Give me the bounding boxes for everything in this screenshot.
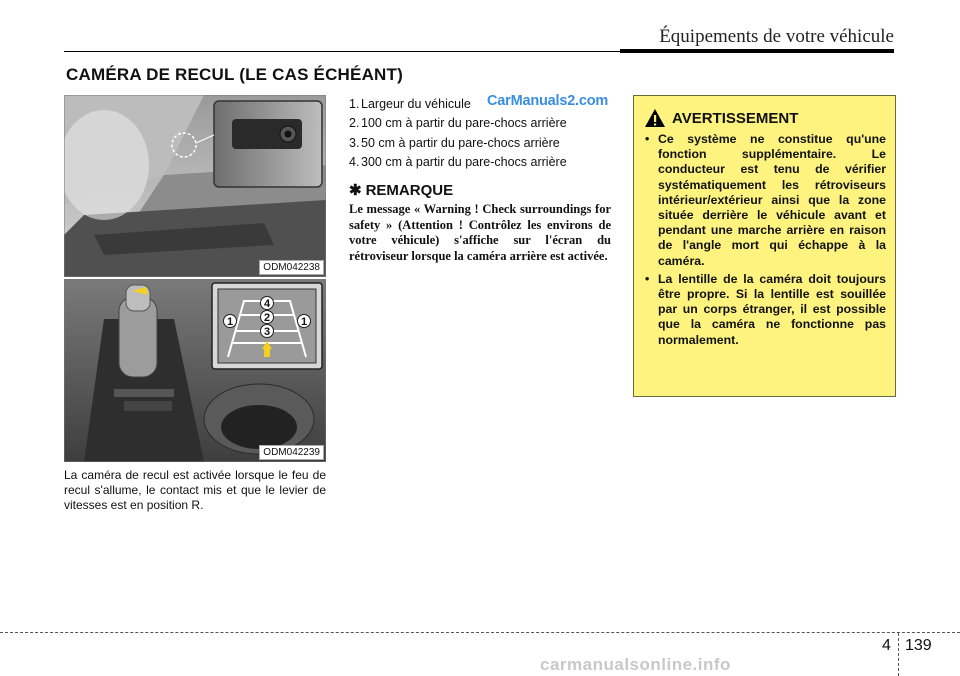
chapter-title: Équipements de votre véhicule	[659, 26, 894, 47]
gear-shift-photo	[64, 279, 326, 462]
rear-camera-photo	[64, 95, 326, 277]
list-item: 3. 50 cm à partir du pare-chocs arrière	[349, 135, 560, 150]
warning-box	[633, 95, 896, 397]
warning-triangle-icon	[644, 108, 666, 128]
warning-list	[642, 132, 886, 351]
callout-1-left: 1	[226, 316, 234, 328]
footer-watermark: carmanualsonline.info	[540, 655, 731, 674]
image-code: ODM042239	[259, 445, 324, 460]
footer-rule	[0, 632, 960, 633]
footer-divider	[898, 633, 899, 676]
page-number: 139	[905, 637, 932, 654]
image-code: ODM042238	[259, 260, 324, 275]
warning-header	[644, 108, 798, 128]
remark-heading: ✱ REMARQUE	[349, 182, 454, 199]
list-item: 2. 100 cm à partir du pare-chocs arrière	[349, 116, 567, 131]
warning-heading: AVERTISSEMENT	[672, 109, 799, 127]
warning-item: • La lentille de la caméra doit toujours être propre. Si la lentille est souillée par un corps étranger, il est possible que la caméra ne fonctionne pas normalement.	[645, 271, 886, 347]
callout-1-right: 1	[300, 316, 308, 328]
list-item: 1. Largeur du véhicule	[349, 97, 471, 111]
list-item: 4. 300 cm à partir du pare-chocs arrière	[349, 155, 567, 170]
callout-4: 4	[263, 298, 271, 310]
header-rule-accent	[620, 49, 894, 53]
remark-text: Le message « Warning ! Check surroundings for safety » (Attention ! Contrôlez les environs de votre véhicule) s'affiche sur l'écran du rétroviseur lorsque la caméra arrière est activée.	[349, 202, 611, 264]
watermark-link[interactable]: CarManuals2.com	[487, 93, 609, 109]
callout-2: 2	[263, 312, 271, 324]
section-title: CAMÉRA DE RECUL (LE CAS ÉCHÉANT)	[66, 65, 403, 84]
body-paragraph: La caméra de recul est activée lorsque le feu de recul s'allume, le contact mis et que le levier de vitesses est en position R.	[64, 468, 326, 512]
warning-item: • Ce système ne constitue qu'une fonction supplémentaire. Le conducteur est tenu de vérifier systématiquement les rétroviseurs intérieur/extérieur ainsi que la zone située derrière le véhicule avant et pendant une marche arrière en raison de l'angle mort qui échappe à la caméra.	[645, 132, 886, 268]
callout-3: 3	[263, 326, 271, 338]
star-icon: ✱	[349, 182, 362, 199]
chapter-number: 4	[882, 637, 891, 654]
